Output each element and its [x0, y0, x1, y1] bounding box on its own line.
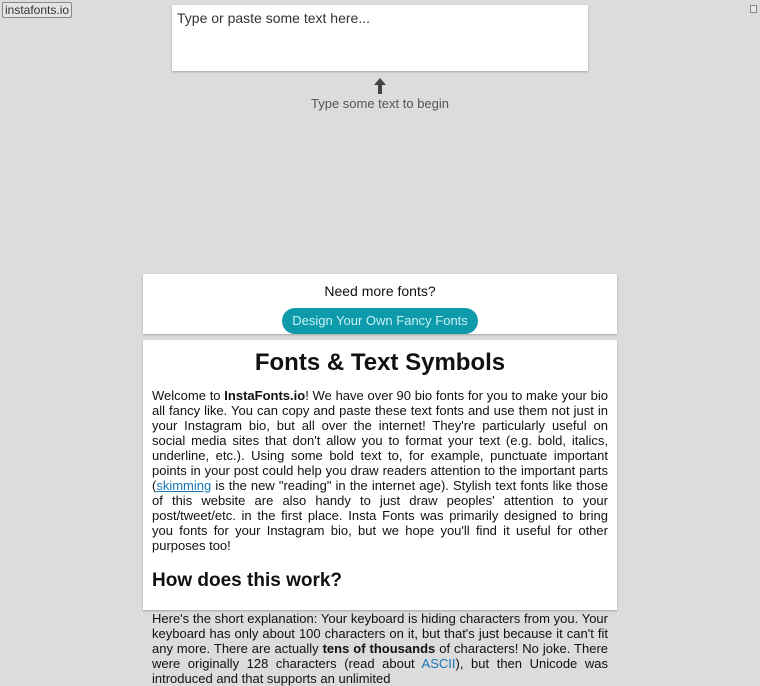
more-fonts-card: [143, 274, 617, 334]
explanation-text-3: ), but then Unicode was introduced and that supports an unlimited: [152, 656, 608, 686]
more-fonts-title: Need more fonts?: [324, 283, 436, 299]
site-logo[interactable]: instafonts.io: [2, 2, 72, 18]
intro-paragraph: [152, 388, 608, 553]
explanation-text-2: of characters! No joke. There were originally 128 characters (read about: [152, 641, 609, 671]
ascii-link[interactable]: ASCII: [421, 656, 456, 671]
intro-text-3: is the new "reading" in the internet age). Stylish text fonts like those of this website are also handy to just draw peoples' attention to your post/tweet/etc. in the first place. Insta Fonts was primarily designed to bring you fonts for your Instagram bio, but we hope you'll find it useful for other purposes too!: [152, 478, 608, 553]
design-fonts-button[interactable]: Design Your Own Fancy Fonts: [282, 308, 478, 334]
section-heading: How does this work?: [152, 570, 343, 591]
intro-text-1: Welcome to: [152, 388, 225, 403]
begin-hint: Type some text to begin: [310, 96, 450, 111]
explanation-paragraph: [152, 611, 608, 686]
article-card: [143, 340, 617, 686]
skimming-link[interactable]: skimming: [156, 478, 212, 493]
explanation-text-1: Here's the short explanation: Your keyboard is hiding characters from you. Your keyboard has only about 100 characters on it, but that's just because it can't fit any more. There are actually: [152, 611, 608, 656]
explanation-bold: tens of thousands: [322, 641, 436, 656]
arrow-up-icon: [373, 78, 387, 94]
text-input[interactable]: [172, 5, 588, 71]
article-title: Fonts & Text Symbols: [254, 349, 506, 376]
brand-name: InstaFonts.io: [224, 388, 306, 403]
window-control-icon[interactable]: [750, 5, 757, 13]
intro-text-2: ! We have over 90 bio fonts for you to make your bio all fancy like. You can copy and paste these text fonts and use them not just in your Instagram bio, but all over the internet! They're particularly useful on social media sites that don't allow you to format your text (e.g. bold, italics, underline, etc.). Using some bold text to, for example, punctuate important points in your post could help you draw readers attention to the important parts (: [152, 388, 608, 493]
